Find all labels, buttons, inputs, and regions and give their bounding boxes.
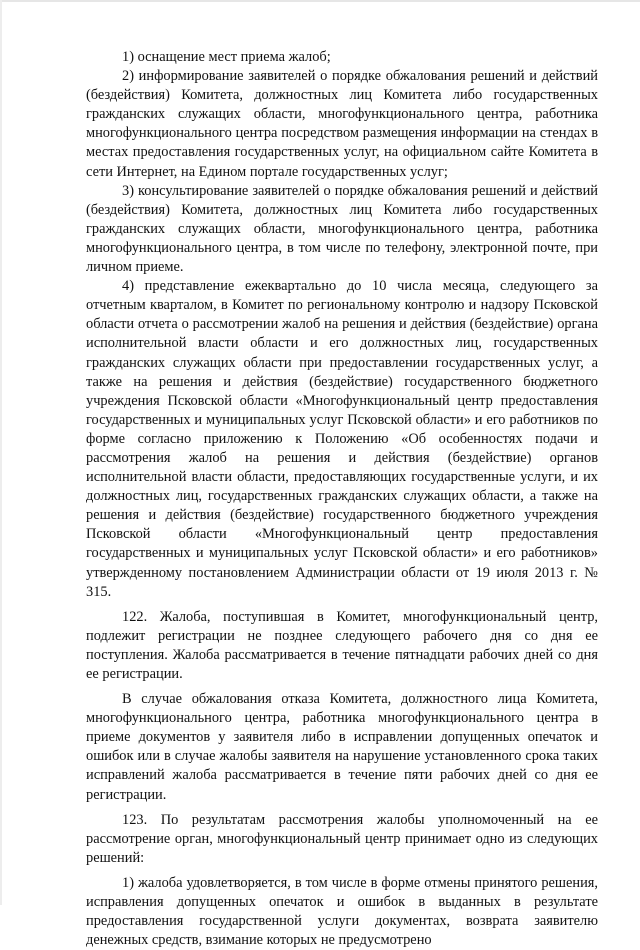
scan-edge <box>0 0 2 905</box>
list-item-1-equipment: 1) оснащение мест приема жалоб; <box>122 49 331 65</box>
clause-122-refusal-case: В случае обжалования отказа Комитета, должностного лица Комитета, многофункционального центра, работника многофункционального центра в приеме документов у заявителя либо в исправлении допущенных опечаток и ошибок или в случае жалобы заявителя на нарушение установленного срока таких исправлений жалоба рассматривается в течение пяти рабочих дней со дня ее регистрации. <box>86 691 598 803</box>
list-item-4-reporting: 4) представление ежеквартально до 10 числа месяца, следующего за отчетным кварталом, в Комитет по региональному контролю и надзору Псковской области отчета о рассмотрении жалоб на решения и действия (бездействие) органа исполнительной власти области и его должностных лиц, государственных гражданских служащих области при предоставлении государственных услуг, а также на решения и действия (бездействие) государственного бюджетного учреждения Псковской области «Многофункциональный центр предоставления государственных и муниципальных услуг Псковской области» и его работников по форме согласно приложению к Положению «Об особенностях подачи и рассмотрения жалоб на решения и действия (бездействие) органов исполнительной власти области, предоставляющих государственные услуги, и их должностных лиц, государственных гражданских служащих области, а также на решения и действия (бездействие) государственного бюджетного учреждения Псковской области «Многофункциональный центр предоставления государственных и муниципальных услуг Псковской области» и его работников» утвержденному постановлением Администрации области от 19 июля 2013 г. № 315. <box>86 278 598 600</box>
clause-123: 123. По результатам рассмотрения жалобы уполномоченный на ее рассмотрение орган, многофункциональный центр принимает одно из следующих решений: <box>86 811 598 866</box>
list-item-2-informing: 2) информирование заявителей о порядке обжалования решений и действий (бездействия) Комитета, должностных лиц Комитета либо государственных гражданских служащих области, многофункционального центра, работника многофункционального центра посредством размещения информации на стендах в местах предоставления государственных услуг, на официальном сайте Комитета в сети Интернет, на Едином портале государственных услуг; <box>86 68 598 180</box>
list-item-3-consulting: 3) консультирование заявителей о порядке обжалования решений и действий (бездействия) Комитета, должностных лиц Комитета либо государственных гражданских служащих области, многофункционального центра, работника многофункционального центра, в том числе по телефону, электронной почте, при личном приеме. <box>86 182 598 276</box>
clause-122: 122. Жалоба, поступившая в Комитет, многофункциональный центр, подлежит регистрации не позднее следующего рабочего дня со дня ее поступления. Жалоба рассматривается в течение пятнадцати рабочих дней со дня ее регистрации. <box>86 608 598 682</box>
decision-item-1: 1) жалоба удовлетворяется, в том числе в форме отмены принятого решения, исправления допущенных опечаток и ошибок в выданных в результате предоставления государственной услуги документах, возврата заявителю денежных средств, взимание которых не предусмотрено <box>86 874 598 949</box>
document-body <box>86 48 598 950</box>
scan-edge <box>0 0 640 2</box>
